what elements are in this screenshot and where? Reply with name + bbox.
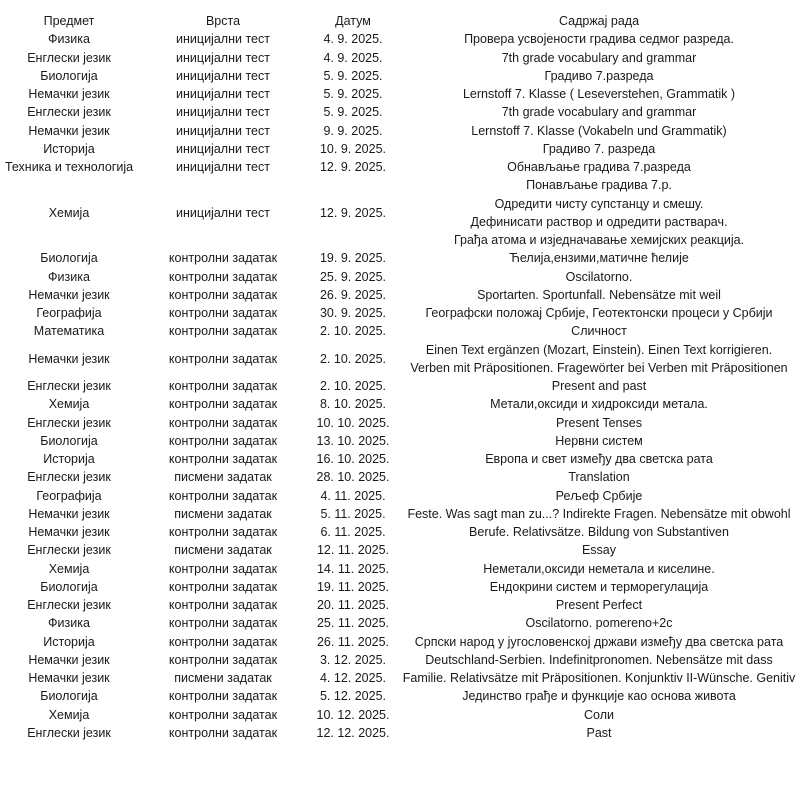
table-row: [0, 140, 800, 158]
cell-type: иницијални тест: [176, 32, 270, 47]
cell-date: 10. 12. 2025.: [316, 707, 390, 722]
content-line: Понављање градива 7.р.: [526, 178, 672, 193]
cell-content: [398, 523, 800, 541]
cell-date: 25. 9. 2025.: [319, 269, 387, 284]
content-line: Einen Text ergänzen (Mozart, Einstein). Einen Text korrigieren.: [425, 342, 773, 357]
cell-content: [398, 596, 800, 614]
content-line: Обнављање градива 7.разреда: [507, 160, 691, 174]
cell-content: [398, 614, 800, 632]
content-line: Past: [586, 725, 612, 740]
content-line: Feste. Was sagt man zu...? Indirekte Fragen. Nebensätze mit obwohl: [407, 506, 791, 521]
cell-type: контролни задатак: [168, 579, 278, 594]
cell-date: 3. 12. 2025.: [319, 652, 387, 667]
cell-content: [398, 176, 800, 249]
cell-content: [398, 450, 800, 468]
cell-content: [398, 268, 800, 286]
cell-subject: Физика: [48, 32, 90, 47]
cell-type: контролни задатак: [168, 351, 278, 366]
content-line: Lernstoff 7. Klasse ( Leseverstehen, Grammatik ): [462, 87, 736, 101]
content-line: Грађа атома и изједначавање хемијских реакција.: [453, 233, 745, 247]
table-row: [0, 249, 800, 267]
table-row: [0, 158, 800, 176]
cell-subject: Енглески језик: [27, 415, 111, 430]
cell-date: 5. 11. 2025.: [320, 506, 386, 521]
cell-subject: Хемија: [48, 205, 90, 220]
table-row: [0, 268, 800, 286]
cell-subject: Немачки језик: [28, 506, 110, 521]
header-subject: Предмет: [43, 14, 95, 28]
cell-type: контролни задатак: [168, 707, 278, 722]
cell-type: контролни задатак: [168, 306, 278, 320]
cell-type: иницијални тест: [176, 205, 270, 220]
cell-subject: Немачки језик: [28, 287, 110, 302]
cell-date: 12. 12. 2025.: [316, 725, 390, 740]
cell-subject: Енглески језик: [27, 470, 111, 485]
cell-subject: Немачки језик: [28, 525, 110, 539]
cell-type: контролни задатак: [168, 287, 278, 302]
cell-date: 9. 9. 2025.: [323, 123, 383, 138]
cell-subject: Немачки језик: [28, 652, 110, 667]
table-row: [0, 377, 800, 395]
cell-subject: Историја: [43, 634, 95, 649]
cell-content: [398, 304, 800, 322]
cell-type: контролни задатак: [168, 634, 278, 649]
cell-date: 8. 10. 2025.: [319, 397, 387, 412]
cell-date: 20. 11. 2025.: [316, 598, 390, 612]
test-schedule-table: [0, 12, 800, 742]
content-line: Oscilatorno.: [565, 269, 633, 284]
table-row: [0, 578, 800, 596]
cell-subject: Географија: [36, 306, 102, 320]
table-body: [0, 30, 800, 742]
table-row: [0, 49, 800, 67]
cell-type: контролни задатак: [168, 397, 278, 412]
table-row: [0, 505, 800, 523]
content-line: Present and past: [551, 379, 647, 393]
table-row: [0, 669, 800, 687]
cell-date: 19. 9. 2025.: [319, 251, 387, 266]
header-type: Врста: [205, 14, 241, 28]
cell-date: 6. 11. 2025.: [320, 525, 386, 539]
content-line: Familie. Relativsätze mit Präpositionen. Konjunktiv II-Wünsche. Genitiv: [402, 671, 796, 685]
cell-subject: Енглески језик: [27, 725, 111, 740]
cell-type: контролни задатак: [168, 269, 278, 284]
cell-content: [398, 341, 800, 378]
cell-type: контролни задатак: [168, 488, 278, 503]
cell-type: контролни задатак: [168, 598, 278, 612]
content-line: Нервни систем: [555, 433, 643, 448]
table-row: [0, 450, 800, 468]
cell-type: контролни задатак: [168, 689, 278, 704]
table-row: [0, 103, 800, 121]
cell-content: [398, 651, 800, 669]
cell-type: иницијални тест: [176, 105, 270, 120]
cell-content: [398, 122, 800, 140]
cell-type: контролни задатак: [168, 725, 278, 740]
cell-date: 26. 9. 2025.: [319, 287, 387, 302]
table-row: [0, 395, 800, 413]
cell-subject: Немачки језик: [28, 351, 110, 366]
cell-type: контролни задатак: [168, 616, 278, 631]
cell-content: [398, 487, 800, 505]
content-line: Berufe. Relativsätze. Bildung von Substantiven: [469, 525, 729, 539]
cell-type: контролни задатак: [168, 251, 278, 266]
cell-subject: Енглески језик: [27, 598, 111, 612]
cell-date: 13. 10. 2025.: [316, 433, 390, 448]
table-row: [0, 122, 800, 140]
table-row: [0, 67, 800, 85]
cell-subject: Хемија: [48, 707, 90, 722]
cell-content: [398, 414, 800, 432]
content-line: Одредити чисту супстанцу и смешу.: [494, 196, 704, 211]
cell-date: 19. 11. 2025.: [316, 579, 390, 594]
cell-content: [398, 286, 800, 304]
table-row: [0, 614, 800, 632]
table-row: [0, 724, 800, 742]
cell-type: контролни задатак: [168, 324, 278, 339]
content-line: Јединство грађе и функције као основа живота: [462, 689, 736, 704]
cell-type: контролни задатак: [168, 433, 278, 448]
cell-subject: Немачки језик: [28, 87, 110, 101]
cell-date: 2. 10. 2025.: [319, 351, 387, 366]
cell-type: контролни задатак: [168, 561, 278, 576]
cell-content: [398, 432, 800, 450]
cell-content: [398, 669, 800, 687]
cell-date: 28. 10. 2025.: [316, 470, 390, 485]
cell-subject: Хемија: [48, 397, 90, 412]
table-row: [0, 414, 800, 432]
cell-date: 5. 9. 2025.: [323, 68, 383, 83]
cell-subject: Енглески језик: [27, 105, 111, 120]
table-row: [0, 85, 800, 103]
cell-subject: Биологија: [40, 433, 98, 448]
cell-content: [398, 505, 800, 523]
table-row: [0, 706, 800, 724]
cell-date: 30. 9. 2025.: [319, 306, 387, 320]
table-row: [0, 341, 800, 378]
content-line: Европа и свет између два светска рата: [485, 452, 713, 466]
cell-content: [398, 395, 800, 413]
cell-subject: Физика: [48, 616, 90, 631]
content-line: Географски положај Србије, Геотектонски процеси у Србији: [425, 306, 773, 320]
cell-type: контролни задатак: [168, 525, 278, 539]
cell-date: 10. 10. 2025.: [316, 415, 390, 430]
content-line: Present Tenses: [556, 415, 642, 430]
cell-date: 16. 10. 2025.: [316, 452, 390, 466]
cell-date: 5. 9. 2025.: [323, 87, 383, 101]
content-line: Неметали,оксиди неметала и киселине.: [483, 561, 715, 576]
content-line: Translation: [568, 470, 630, 485]
content-line: Градиво 7. разреда: [542, 141, 656, 156]
cell-date: 10. 9. 2025.: [319, 141, 387, 156]
table-row: [0, 687, 800, 705]
table-row: [0, 304, 800, 322]
cell-content: [398, 633, 800, 651]
cell-subject: Хемија: [48, 561, 90, 576]
cell-type: писмени задатак: [174, 506, 272, 521]
table-row: [0, 30, 800, 48]
cell-date: 25. 11. 2025.: [316, 616, 390, 631]
cell-content: [398, 249, 800, 267]
table-row: [0, 322, 800, 340]
table-row: [0, 468, 800, 486]
content-line: Oscilatorno. pomereno+2c: [525, 616, 673, 631]
cell-subject: Биологија: [40, 68, 98, 83]
cell-subject: Географија: [36, 488, 102, 503]
cell-type: иницијални тест: [176, 160, 270, 174]
content-line: 7th grade vocabulary and grammar: [501, 50, 697, 65]
content-line: Провера усвојености градива седмог разреда.: [464, 32, 734, 47]
table-row: [0, 596, 800, 614]
table-row: [0, 176, 800, 249]
cell-content: [398, 706, 800, 724]
cell-subject: Техника и технологија: [4, 160, 134, 174]
cell-date: 12. 9. 2025.: [319, 160, 387, 174]
cell-type: писмени задатак: [174, 470, 272, 485]
cell-type: контролни задатак: [168, 652, 278, 667]
cell-date: 2. 10. 2025.: [319, 379, 387, 393]
table-row: [0, 286, 800, 304]
cell-subject: Енглески језик: [27, 50, 111, 65]
cell-content: [398, 49, 800, 67]
cell-type: иницијални тест: [176, 87, 270, 101]
header-date: Датум: [335, 14, 371, 28]
table-row: [0, 541, 800, 559]
cell-type: иницијални тест: [176, 141, 270, 156]
cell-content: [398, 687, 800, 705]
cell-subject: Немачки језик: [28, 123, 110, 138]
cell-content: [398, 578, 800, 596]
cell-content: [398, 140, 800, 158]
cell-date: 5. 9. 2025.: [323, 105, 383, 120]
cell-content: [398, 468, 800, 486]
content-line: Градиво 7.разреда: [544, 68, 654, 83]
cell-date: 4. 12. 2025.: [319, 671, 387, 685]
content-line: Lernstoff 7. Klasse (Vokabeln und Grammatik): [471, 123, 727, 138]
table-row: [0, 523, 800, 541]
cell-content: [398, 322, 800, 340]
cell-content: [398, 541, 800, 559]
cell-subject: Биологија: [40, 251, 98, 266]
test-schedule-sheet: [0, 12, 800, 742]
content-line: Verben mit Präpositionen. Fragewörter bei Verben mit Präpositionen: [410, 360, 788, 375]
cell-date: 4. 9. 2025.: [323, 50, 383, 65]
cell-content: [398, 377, 800, 395]
cell-content: [398, 30, 800, 48]
cell-subject: Биологија: [40, 579, 98, 594]
cell-subject: Енглески језик: [27, 543, 111, 558]
table-row: [0, 633, 800, 651]
content-line: Рељеф Србије: [555, 488, 643, 503]
content-line: Сличност: [571, 324, 627, 339]
cell-date: 2. 10. 2025.: [319, 324, 387, 339]
table-row: [0, 651, 800, 669]
cell-subject: Физика: [48, 269, 90, 284]
cell-type: писмени задатак: [174, 671, 272, 685]
table-row: [0, 432, 800, 450]
cell-subject: Математика: [33, 324, 105, 339]
content-line: Ендокрини систем и терморегулација: [489, 579, 709, 594]
cell-date: 4. 9. 2025.: [323, 32, 383, 47]
cell-date: 26. 11. 2025.: [316, 634, 390, 649]
cell-subject: Биологија: [40, 689, 98, 704]
cell-date: 4. 11. 2025.: [320, 488, 386, 503]
cell-type: писмени задатак: [174, 543, 272, 558]
cell-type: контролни задатак: [168, 379, 278, 393]
content-line: Соли: [584, 707, 614, 722]
cell-subject: Историја: [43, 141, 95, 156]
cell-content: [398, 560, 800, 578]
cell-date: 14. 11. 2025.: [316, 561, 390, 576]
cell-date: 5. 12. 2025.: [319, 689, 387, 704]
content-line: 7th grade vocabulary and grammar: [501, 105, 697, 120]
cell-content: [398, 724, 800, 742]
cell-date: 12. 9. 2025.: [319, 205, 387, 220]
table-row: [0, 487, 800, 505]
content-line: Метали,оксиди и хидроксиди метала.: [490, 397, 708, 412]
content-line: Present Perfect: [555, 598, 643, 612]
cell-content: [398, 67, 800, 85]
cell-type: иницијални тест: [176, 50, 270, 65]
content-line: Sportarten. Sportunfall. Nebensätze mit weil: [477, 287, 721, 302]
table-row: [0, 560, 800, 578]
cell-content: [398, 103, 800, 121]
header-row: [0, 12, 800, 30]
cell-type: контролни задатак: [168, 415, 278, 430]
content-line: Дефинисати раствор и одредити растварач.: [470, 214, 728, 229]
cell-type: иницијални тест: [176, 123, 270, 138]
cell-subject: Историја: [43, 452, 95, 466]
cell-type: иницијални тест: [176, 68, 270, 83]
header-content: Садржај рада: [558, 14, 640, 28]
content-line: Ћелија,ензими,матичне ћелије: [509, 251, 689, 266]
content-line: Српски народ у југословенској држави између два светска рата: [414, 634, 784, 649]
cell-content: [398, 158, 800, 176]
cell-subject: Немачки језик: [28, 671, 110, 685]
cell-type: контролни задатак: [168, 452, 278, 466]
content-line: Essay: [581, 543, 617, 558]
cell-subject: Енглески језик: [27, 379, 111, 393]
cell-date: 12. 11. 2025.: [316, 543, 390, 558]
cell-content: [398, 85, 800, 103]
content-line: Deutschland-Serbien. Indefinitpronomen. Nebensätze mit dass: [425, 652, 773, 667]
